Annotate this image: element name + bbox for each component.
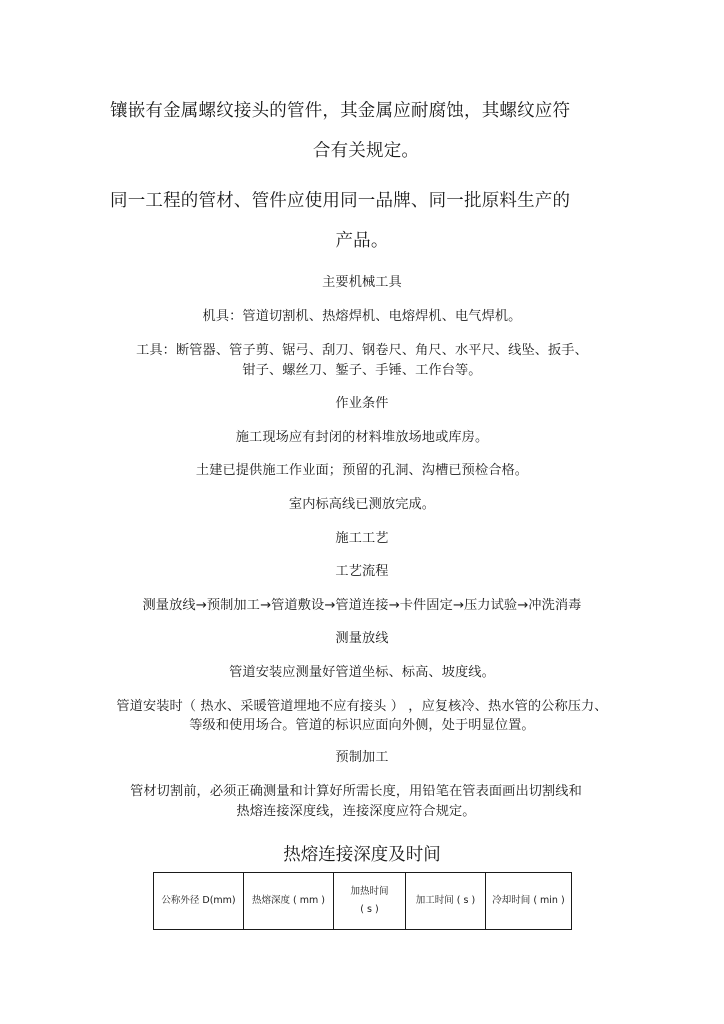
paragraph-pipe-fittings-line2: 合有关规定。 xyxy=(312,141,420,161)
survey-pressure-line1: 管道安装时（ 热水、采暖管道埋地不应有接头 ） ，应复核冷、热水管的公称压力、 xyxy=(116,699,608,714)
paragraph-pipe-fittings-line1: 镶嵌有金属螺纹接头的管件，其金属应耐腐蚀，其螺纹应符 xyxy=(110,101,571,121)
process-flow: 测量放线→预制加工→管道敷设→管道连接→卡件固定→压力试验→冲洗消毒 xyxy=(142,598,582,613)
header-fusion-depth: 热熔深度 ( mm ) xyxy=(244,873,334,930)
conditions-heading: 作业条件 xyxy=(335,396,389,411)
machinery-heading: 主要机械工具 xyxy=(322,275,402,290)
paragraph-same-brand-line2: 产品。 xyxy=(335,231,389,251)
prefab-cutting-line1: 管材切割前，必须正确测量和计算好所需长度，用铅笔在管表面画出切割线和 xyxy=(130,784,582,799)
tools-list-line2: 钳子、螺丝刀、錾子、手锤、工作台等。 xyxy=(242,363,482,378)
paragraph-same-brand-line1: 同一工程的管材、管件应使用同一品牌、同一批原料生产的 xyxy=(110,191,571,211)
condition-elevation: 室内标高线已测放完成。 xyxy=(288,497,436,512)
header-cooling-time: 冷却时间 ( min ) xyxy=(486,873,572,930)
condition-storage: 施工现场应有封闭的材料堆放场地或库房。 xyxy=(235,430,489,445)
machines-list: 机具：管道切割机、热熔焊机、电熔焊机、电气焊机。 xyxy=(202,309,522,324)
flow-heading: 工艺流程 xyxy=(335,564,389,579)
prefab-cutting-line2: 热熔连接深度线，连接深度应符合规定。 xyxy=(236,804,476,819)
header-nominal-diameter: 公称外径 D(mm) xyxy=(154,873,244,930)
prefab-heading: 预制加工 xyxy=(335,750,389,765)
table-header-row xyxy=(154,873,572,930)
header-heating-time-unit: ( s ) xyxy=(360,904,379,915)
header-working-time: 加工时间 ( s ) xyxy=(406,873,486,930)
process-heading: 施工工艺 xyxy=(335,531,389,546)
header-heating-time-label: 加热时间 xyxy=(350,885,389,897)
survey-pressure-line2: 等级和使用场合。管道的标识应面向外侧，处于明显位置。 xyxy=(189,718,535,733)
survey-coordinates: 管道安装应测量好管道坐标、标高、坡度线。 xyxy=(229,665,495,680)
fusion-depth-table xyxy=(153,872,572,930)
survey-heading: 测量放线 xyxy=(335,631,389,646)
table-title: 热熔连接深度及时间 xyxy=(283,845,441,865)
tools-list-line1: 工具：断管器、管子剪、锯弓、刮刀、钢卷尺、角尺、水平尺、线坠、扳手、 xyxy=(136,343,588,358)
header-heating-time xyxy=(334,873,406,930)
condition-workface: 土建已提供施工作业面；预留的孔洞、沟槽已预检合格。 xyxy=(195,463,529,478)
